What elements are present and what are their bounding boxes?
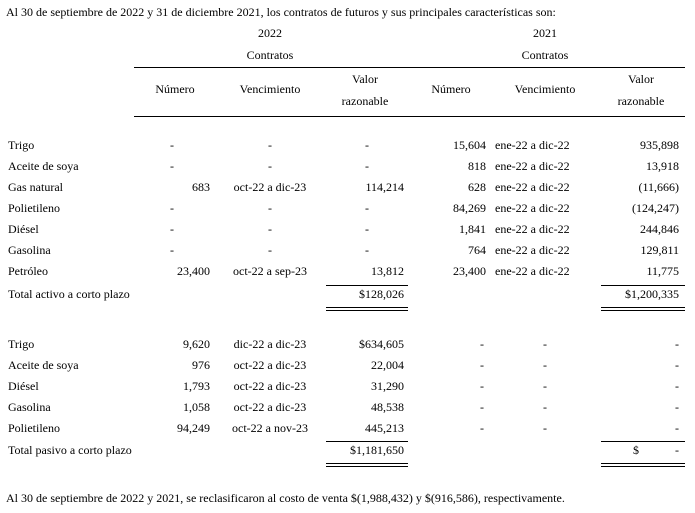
row-label: Petróleo <box>8 264 48 278</box>
intro-text: Al 30 de septiembre de 2022 y 31 de diciembre 2021, los contratos de futuros y sus principales características son: <box>6 5 556 19</box>
vencimiento-2022: oct-22 a dic-23 <box>233 400 307 414</box>
col-valor-2022: Valor <box>352 72 378 86</box>
vencimiento-2021: - <box>543 358 547 372</box>
valor-2022: - <box>365 243 369 257</box>
valor-2022: 31,290 <box>371 379 404 393</box>
numero-2021: - <box>480 421 484 435</box>
numero-2022: - <box>170 159 174 173</box>
liabilities-total-rule-2021 <box>601 441 685 442</box>
numero-2022: - <box>170 138 174 152</box>
numero-2021: 764 <box>468 243 486 257</box>
contracts-2021-header: Contratos <box>521 48 569 62</box>
year-2022-header: 2022 <box>258 26 282 40</box>
numero-2021: - <box>480 358 484 372</box>
row-label: Polietileno <box>8 421 60 435</box>
liabilities-total-2021-symbol: $ <box>633 443 639 457</box>
liabilities-total-double-rule-2022 <box>326 463 408 467</box>
vencimiento-2022: oct-22 a dic-23 <box>233 180 307 194</box>
valor-2021: 11,775 <box>646 264 679 278</box>
valor-2022: 48,538 <box>371 400 404 414</box>
col-vencimiento-2022: Vencimiento <box>239 82 301 96</box>
vencimiento-2022: - <box>268 243 272 257</box>
vencimiento-2021: ene-22 a dic-22 <box>495 264 570 278</box>
row-label: Aceite de soya <box>8 358 79 372</box>
valor-2021: - <box>675 421 679 435</box>
col-razonable-2022: razonable <box>341 94 389 108</box>
liabilities-total-2021: - <box>675 443 679 457</box>
row-label: Gasolina <box>8 400 51 414</box>
vencimiento-2022: - <box>268 138 272 152</box>
valor-2022: - <box>365 201 369 215</box>
vencimiento-2021: - <box>543 337 547 351</box>
vencimiento-2021: ene-22 a dic-22 <box>495 201 570 215</box>
valor-2021: 244,846 <box>640 222 679 236</box>
numero-2022: - <box>170 243 174 257</box>
vencimiento-2021: - <box>543 379 547 393</box>
valor-2022: 22,004 <box>371 358 404 372</box>
assets-total-rule-2021 <box>601 285 685 286</box>
col-numero-2022: Número <box>155 82 195 96</box>
assets-total-2022: $128,026 <box>359 287 404 301</box>
vencimiento-2022: dic-22 a dic-23 <box>233 337 307 351</box>
vencimiento-2021: ene-22 a dic-22 <box>495 138 570 152</box>
valor-2021: (11,666) <box>638 180 679 194</box>
col-numero-2021: Número <box>431 82 471 96</box>
liabilities-total-rule-2022 <box>326 441 408 442</box>
valor-2021: 129,811 <box>640 243 679 257</box>
numero-2022: - <box>170 222 174 236</box>
assets-total-label: Total activo a corto plazo <box>8 287 130 301</box>
row-label: Gas natural <box>8 180 63 194</box>
assets-total-double-rule-2022 <box>326 307 408 311</box>
numero-2021: 23,400 <box>453 264 486 278</box>
vencimiento-2021: ene-22 a dic-22 <box>495 243 570 257</box>
vencimiento-2022: oct-22 a nov-23 <box>232 421 308 435</box>
column-header-rule <box>134 116 685 117</box>
numero-2022: 94,249 <box>177 421 210 435</box>
numero-2021: - <box>480 379 484 393</box>
valor-2022: 13,812 <box>371 264 404 278</box>
valor-2022: 114,214 <box>365 180 404 194</box>
row-label: Polietileno <box>8 201 60 215</box>
valor-2021: - <box>675 337 679 351</box>
vencimiento-2022: oct-22 a dic-23 <box>233 358 307 372</box>
valor-2021: (124,247) <box>632 201 679 215</box>
year-2021-header: 2021 <box>533 26 557 40</box>
numero-2022: 683 <box>192 180 210 194</box>
assets-total-rule-2022 <box>326 285 408 286</box>
valor-2022: - <box>365 138 369 152</box>
vencimiento-2022: - <box>268 201 272 215</box>
numero-2021: - <box>480 337 484 351</box>
col-razonable-2021: razonable <box>617 94 665 108</box>
vencimiento-2022: oct-22 a sep-23 <box>233 264 307 278</box>
numero-2021: 628 <box>468 180 486 194</box>
valor-2021: 935,898 <box>640 138 679 152</box>
numero-2022: - <box>170 201 174 215</box>
assets-total-2021: $1,200,335 <box>625 287 679 301</box>
valor-2021: - <box>675 379 679 393</box>
vencimiento-2022: - <box>268 159 272 173</box>
liabilities-total-2022: $1,181,650 <box>350 443 404 457</box>
liabilities-total-double-rule-2021 <box>601 463 685 467</box>
vencimiento-2021: ene-22 a dic-22 <box>495 159 570 173</box>
numero-2021: - <box>480 400 484 414</box>
numero-2022: 1,058 <box>183 400 210 414</box>
valor-2021: - <box>675 400 679 414</box>
vencimiento-2021: - <box>543 400 547 414</box>
contracts-2022-header: Contratos <box>246 48 294 62</box>
col-vencimiento-2021: Vencimiento <box>514 82 576 96</box>
numero-2021: 818 <box>468 159 486 173</box>
vencimiento-2021: - <box>543 421 547 435</box>
valor-2022: 445,213 <box>365 421 404 435</box>
valor-2022: $634,605 <box>359 337 404 351</box>
row-label: Trigo <box>8 337 35 351</box>
row-label: Diésel <box>8 222 39 236</box>
numero-2022: 9,620 <box>183 337 210 351</box>
valor-2021: - <box>675 358 679 372</box>
numero-2021: 15,604 <box>453 138 486 152</box>
numero-2021: 84,269 <box>453 201 486 215</box>
assets-total-double-rule-2021 <box>601 307 685 311</box>
numero-2022: 1,793 <box>183 379 210 393</box>
valor-2021: 13,918 <box>646 159 679 173</box>
footnote-text: Al 30 de septiembre de 2022 y 2021, se reclasificaron al costo de venta $(1,988,432) y $(916,586), respectivamente. <box>6 491 565 505</box>
header-rule <box>134 67 685 68</box>
row-label: Trigo <box>8 138 35 152</box>
col-valor-2021: Valor <box>628 72 654 86</box>
valor-2022: - <box>365 222 369 236</box>
valor-2022: - <box>365 159 369 173</box>
liabilities-total-label: Total pasivo a corto plazo <box>8 443 132 457</box>
row-label: Gasolina <box>8 243 51 257</box>
row-label: Diésel <box>8 379 39 393</box>
vencimiento-2021: ene-22 a dic-22 <box>495 180 570 194</box>
numero-2021: 1,841 <box>459 222 486 236</box>
vencimiento-2022: - <box>268 222 272 236</box>
vencimiento-2021: ene-22 a dic-22 <box>495 222 570 236</box>
row-label: Aceite de soya <box>8 159 79 173</box>
numero-2022: 23,400 <box>177 264 210 278</box>
numero-2022: 976 <box>192 358 210 372</box>
vencimiento-2022: oct-22 a dic-23 <box>233 379 307 393</box>
